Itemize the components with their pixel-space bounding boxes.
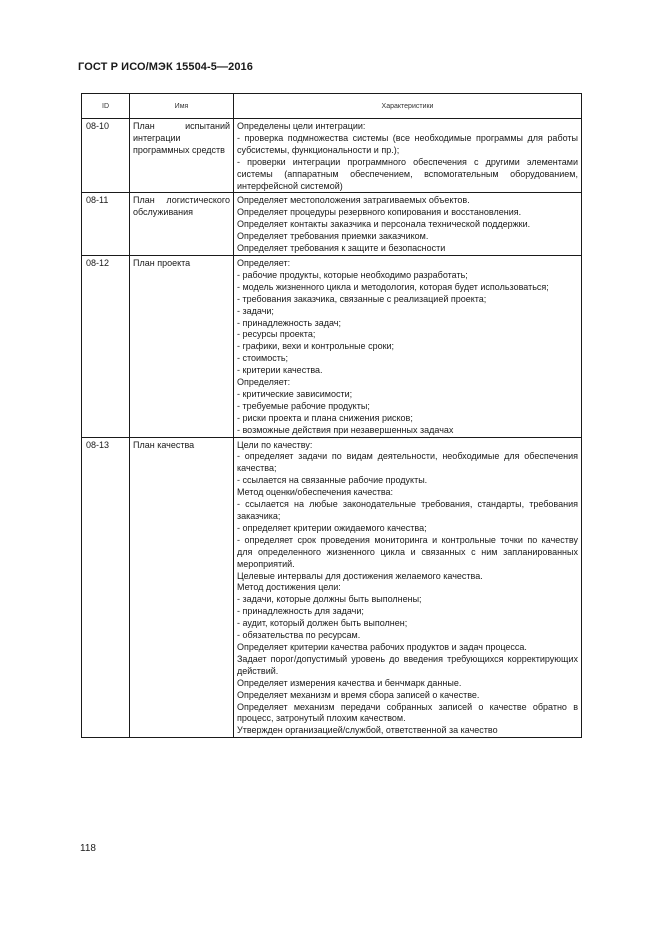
characteristic-line: Определяет контакты заказчика и персонала технической поддержки. (237, 219, 531, 230)
characteristic-line: - ссылается на любые законодательные требования, стандарты, требования заказчика; (237, 499, 578, 521)
row-id: 08-11 (82, 193, 130, 256)
characteristic-line: - стоимость; (237, 353, 289, 364)
row-name: План качества (130, 437, 234, 738)
row-characteristics (234, 193, 582, 256)
column-header-name: Имя (130, 94, 234, 119)
column-header-id: ID (82, 94, 130, 119)
characteristic-line: Определяет: (237, 257, 291, 268)
characteristic-line: - ресурсы проекта; (237, 329, 316, 340)
characteristic-line: Определяет требования к защите и безопасности (237, 243, 446, 254)
characteristic-line: - рабочие продукты, которые необходимо разработать; (237, 269, 468, 280)
row-id: 08-10 (82, 119, 130, 193)
characteristic-line: Определяет процедуры резервного копирования и восстановления. (237, 207, 522, 218)
row-id: 08-12 (82, 255, 130, 437)
characteristic-line: - задачи; (237, 305, 274, 316)
characteristic-line: - ссылается на связанные рабочие продукты. (237, 475, 428, 486)
characteristic-line: - модель жизненного цикла и методология, которая будет использоваться; (237, 281, 549, 292)
characteristic-line: Определяет механизм передачи собранных записей о качестве обратно в процесс, затронутый плохим качеством. (237, 701, 578, 724)
characteristic-line: Метод достижения цели: (237, 582, 341, 593)
row-name: План проекта (130, 255, 234, 437)
table-row (82, 255, 582, 437)
characteristic-line: Утвержден организацией/службой, ответственной за качество (237, 725, 498, 736)
page-number: 118 (80, 843, 96, 854)
table-row (82, 437, 582, 738)
characteristic-line: Определены цели интеграции: (237, 121, 366, 131)
table-row (82, 193, 582, 256)
characteristic-line: Задает порог/допустимый уровень до введения требующихся корректирующих действий. (237, 653, 578, 676)
characteristic-line: - риски проекта и плана снижения рисков; (237, 412, 413, 423)
characteristic-line: - требования заказчика, связанные с реализацией проекта; (237, 293, 487, 304)
row-name: План логистического обслуживания (130, 193, 234, 256)
row-characteristics (234, 437, 582, 738)
table-row (82, 119, 582, 193)
characteristic-line: - критические зависимости; (237, 388, 353, 399)
table-header-row (82, 94, 582, 119)
characteristic-line: - проверка подмножества системы (все необходимые программы для работы субсистемы, функциональности и пр.); (237, 132, 578, 155)
characteristics-table (81, 93, 582, 738)
row-characteristics (234, 255, 582, 437)
characteristic-line: - критерии качества. (237, 365, 323, 376)
characteristic-line: - определяет задачи по видам деятельности, необходимые для обеспечения качества; (237, 451, 578, 474)
characteristic-line: - обязательства по ресурсам. (237, 630, 361, 641)
characteristic-line: - требуемые рабочие продукты; (237, 400, 370, 411)
row-name: План испытаний интеграции программных средств (130, 119, 234, 193)
characteristic-line: - проверки интеграции программного обеспечения с другими элементами системы (аппаратным обеспечением, вспомогательным оборудованием, интерфейсной системой) (237, 156, 578, 191)
characteristic-line: - задачи, которые должны быть выполнены; (237, 594, 422, 605)
characteristic-line: - определяет срок проведения мониторинга и контрольные точки по качеству для определенного жизненного цикла и связанных с ним запланированных мероприятий. (237, 534, 578, 569)
characteristic-line: Метод оценки/обеспечения качества: (237, 487, 394, 498)
characteristic-line: Определяет требования приемки заказчиком. (237, 231, 429, 242)
row-id: 08-13 (82, 437, 130, 738)
characteristic-line: Определяет: (237, 377, 291, 388)
characteristic-line: Определяет измерения качества и бенчмарк данные. (237, 677, 462, 688)
characteristic-line: - графики, вехи и контрольные сроки; (237, 341, 395, 352)
row-characteristics (234, 119, 582, 193)
characteristic-line: Определяет критерии качества рабочих продуктов и задач процесса. (237, 641, 527, 652)
characteristic-line: Цели по качеству: (237, 439, 313, 450)
characteristic-line: - аудит, который должен быть выполнен; (237, 618, 408, 629)
characteristic-line: - принадлежность задач; (237, 317, 341, 328)
document-header: ГОСТ Р ИСО/МЭК 15504-5—2016 (78, 61, 253, 73)
characteristic-line: - принадлежность для задачи; (237, 606, 364, 617)
characteristic-line: Определяет местоположения затрагиваемых объектов. (237, 195, 470, 206)
characteristic-line: Определяет механизм и время сбора записей о качестве. (237, 689, 480, 700)
characteristic-line: - определяет критерии ожидаемого качества; (237, 522, 427, 533)
column-header-characteristics: Характеристики (234, 94, 582, 119)
characteristic-line: - возможные действия при незавершенных задачах (237, 424, 454, 435)
characteristic-line: Целевые интервалы для достижения желаемого качества. (237, 570, 483, 581)
